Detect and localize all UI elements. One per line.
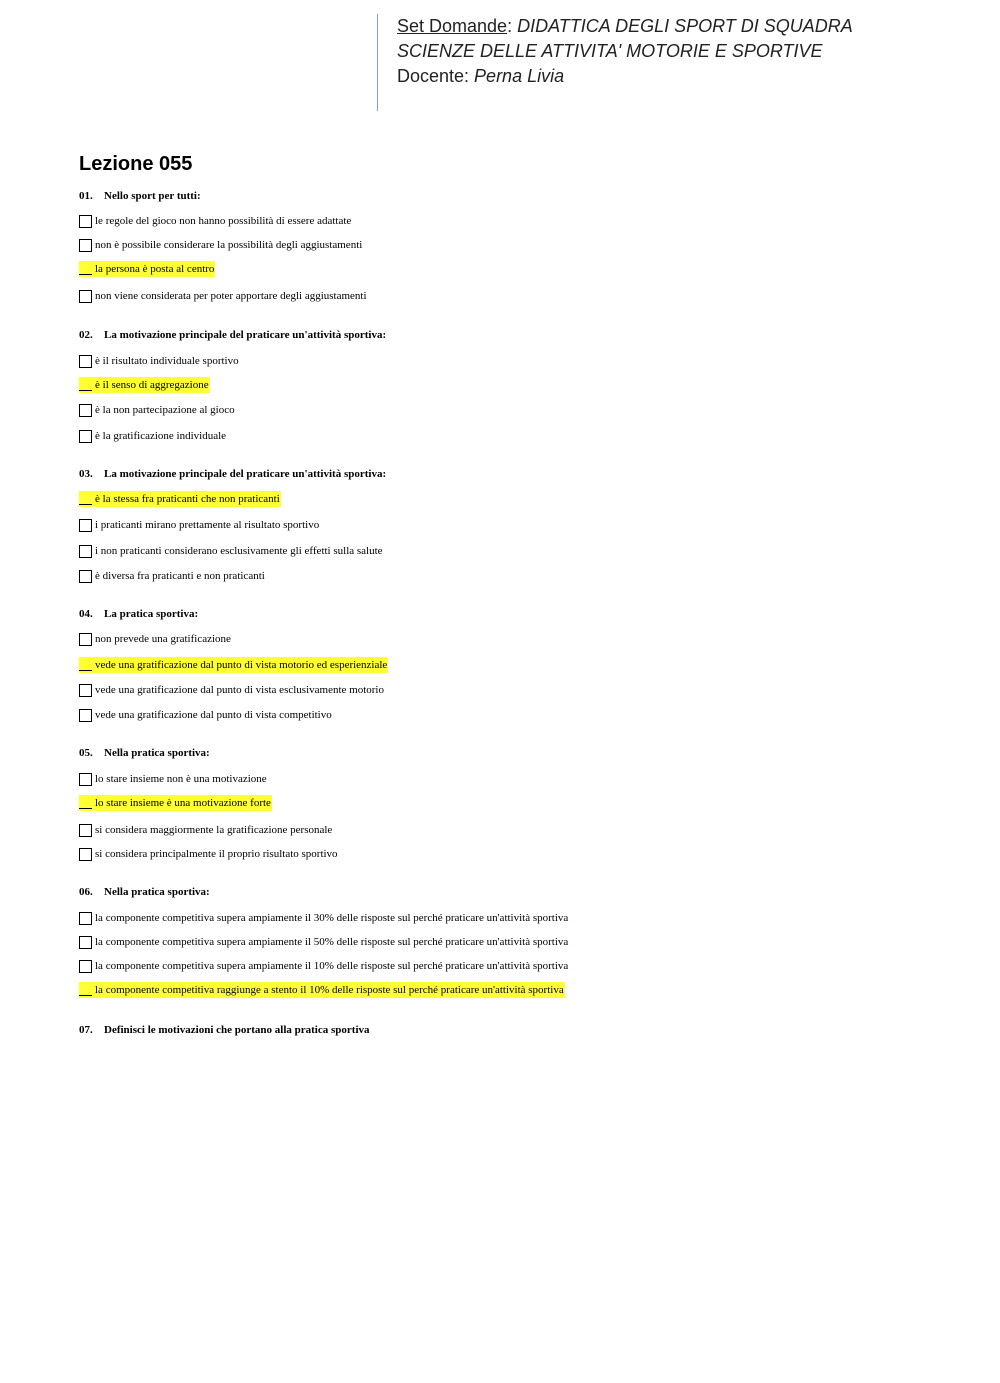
checkbox[interactable] (79, 493, 92, 505)
question-number: 06. (79, 886, 93, 898)
option-text: vede una gratificazione dal punto di vista esclusivamente motorio (95, 684, 384, 696)
option-text: lo stare insieme è una motivazione forte (95, 797, 271, 809)
option-correct[interactable] (79, 982, 565, 998)
course-title: DIDATTICA DEGLI SPORT DI SQUADRA (517, 16, 853, 36)
checkbox[interactable] (79, 659, 92, 671)
question-01 (79, 190, 201, 202)
option-text: la componente competitiva supera ampiamente il 50% delle risposte sul perché praticare un'attività sportiva (95, 936, 569, 948)
option[interactable] (79, 707, 332, 723)
option[interactable] (79, 771, 267, 787)
teacher-label: Docente: (397, 66, 475, 86)
option-text: la componente competitiva supera ampiamente il 30% delle risposte sul perché praticare un'attività sportiva (95, 912, 569, 924)
checkbox[interactable] (79, 404, 92, 417)
option[interactable] (79, 213, 351, 229)
option-text: si considera principalmente il proprio risultato sportivo (95, 848, 338, 860)
lesson-title: Lezione 055 (79, 153, 193, 175)
question-number: 04. (79, 608, 93, 620)
checkbox[interactable] (79, 984, 92, 996)
checkbox[interactable] (79, 960, 92, 973)
checkbox[interactable] (79, 633, 92, 646)
option-text: è il risultato individuale sportivo (95, 355, 239, 367)
option[interactable] (79, 934, 568, 950)
checkbox[interactable] (79, 848, 92, 861)
option[interactable] (79, 682, 384, 698)
option[interactable] (79, 288, 367, 304)
checkbox[interactable] (79, 239, 92, 252)
set-line (397, 14, 853, 39)
option[interactable] (79, 353, 239, 369)
checkbox[interactable] (79, 936, 92, 949)
checkbox[interactable] (79, 684, 92, 697)
teacher-line (397, 64, 853, 89)
question-number: 02. (79, 329, 93, 341)
checkbox[interactable] (79, 263, 92, 275)
option-correct[interactable] (79, 261, 215, 277)
option-text: i non praticanti considerano esclusivamente gli effetti sulla salute (95, 545, 383, 557)
option-text: non prevede una gratificazione (95, 633, 231, 645)
option-text: è il senso di aggregazione (95, 379, 209, 391)
option[interactable] (79, 568, 265, 584)
question-03 (79, 468, 386, 480)
option-text: le regole del gioco non hanno possibilità di essere adattate (95, 215, 352, 227)
option[interactable] (79, 846, 338, 862)
option-text: è la stessa fra praticanti che non praticanti (95, 493, 280, 505)
option[interactable] (79, 428, 226, 444)
option[interactable] (79, 237, 362, 253)
option-correct[interactable] (79, 377, 210, 393)
option-text: lo stare insieme non è una motivazione (95, 773, 267, 785)
question-04 (79, 608, 198, 620)
checkbox[interactable] (79, 545, 92, 558)
option-text: è diversa fra praticanti e non praticanti (95, 570, 265, 582)
question-number: 03. (79, 468, 93, 480)
question-text: La pratica sportiva: (104, 608, 199, 620)
checkbox[interactable] (79, 912, 92, 925)
checkbox[interactable] (79, 215, 92, 228)
question-text: La motivazione principale del praticare un'attività sportiva: (104, 468, 387, 480)
checkbox[interactable] (79, 797, 92, 809)
option-correct[interactable] (79, 491, 281, 507)
option[interactable] (79, 631, 231, 647)
set-label: Set Domande (397, 16, 508, 36)
option-text: i praticanti mirano prettamente al risultato sportivo (95, 519, 320, 531)
teacher-name: Perna Livia (474, 66, 565, 86)
option[interactable] (79, 958, 568, 974)
option-text: vede una gratificazione dal punto di vista competitivo (95, 709, 332, 721)
option[interactable] (79, 402, 235, 418)
option-text: vede una gratificazione dal punto di vista motorio ed esperienziale (95, 659, 388, 671)
option[interactable] (79, 910, 568, 926)
option-correct[interactable] (79, 795, 272, 811)
program-title: SCIENZE DELLE ATTIVITA' MOTORIE E SPORTIVE (397, 41, 823, 61)
checkbox[interactable] (79, 709, 92, 722)
checkbox[interactable] (79, 519, 92, 532)
question-06 (79, 886, 210, 898)
set-separator: : (507, 16, 518, 36)
option-text: si considera maggiormente la gratificazione personale (95, 824, 333, 836)
checkbox[interactable] (79, 570, 92, 583)
option-text: non viene considerata per poter apportare degli aggiustamenti (95, 290, 367, 302)
question-text: Definisci le motivazioni che portano alla pratica sportiva (104, 1024, 370, 1036)
question-07 (79, 1024, 370, 1036)
question-text: La motivazione principale del praticare un'attività sportiva: (104, 329, 387, 341)
question-text: Nella pratica sportiva: (104, 886, 210, 898)
checkbox[interactable] (79, 430, 92, 443)
checkbox[interactable] (79, 355, 92, 368)
option[interactable] (79, 517, 319, 533)
question-text: Nella pratica sportiva: (104, 747, 210, 759)
option-text: la componente competitiva raggiunge a stento il 10% delle risposte sul perché praticare un'attività sportiva (95, 984, 564, 996)
question-02 (79, 329, 386, 341)
checkbox[interactable] (79, 824, 92, 837)
option[interactable] (79, 543, 383, 559)
option-correct[interactable] (79, 657, 388, 673)
option-text: la componente competitiva supera ampiamente il 10% delle risposte sul perché praticare un'attività sportiva (95, 960, 569, 972)
question-number: 01. (79, 190, 93, 202)
option-text: non è possibile considerare la possibilità degli aggiustamenti (95, 239, 363, 251)
document-header (377, 14, 853, 111)
option-text: la persona è posta al centro (95, 263, 215, 275)
question-number: 05. (79, 747, 93, 759)
checkbox[interactable] (79, 773, 92, 786)
checkbox[interactable] (79, 379, 92, 391)
question-text: Nello sport per tutti: (104, 190, 201, 202)
option-text: è la non partecipazione al gioco (95, 404, 235, 416)
option[interactable] (79, 822, 332, 838)
program-line (397, 39, 853, 64)
question-05 (79, 747, 210, 759)
question-number: 07. (79, 1024, 93, 1036)
checkbox[interactable] (79, 290, 92, 303)
option-text: è la gratificazione individuale (95, 430, 227, 442)
